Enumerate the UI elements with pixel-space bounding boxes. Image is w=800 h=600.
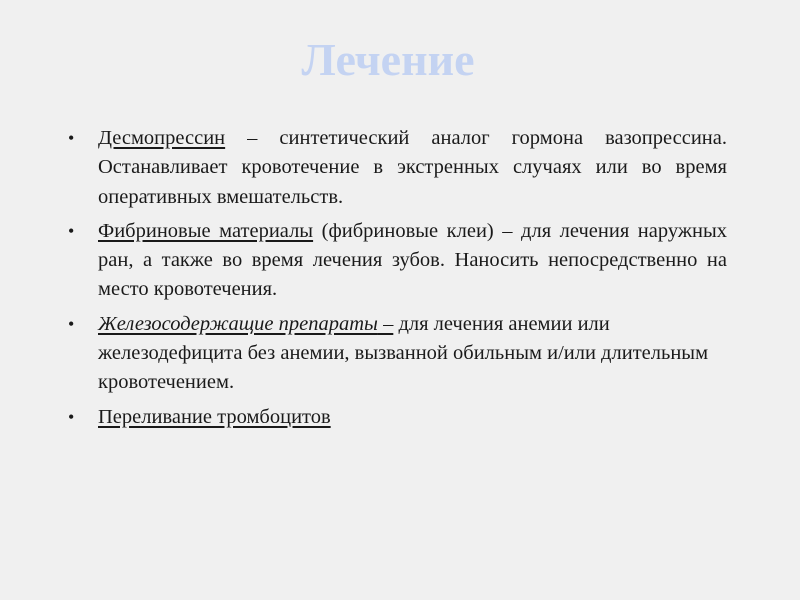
list-item [68,403,727,432]
term-iron-preparations: Железосодержащие препараты [98,312,378,335]
item-text: (фибриновые клеи) – для лечения наружных ран, а также во время лечения зубов. Наносить непосредственно на место кровотечения. [98,219,727,301]
item-dash: – [377,312,394,335]
term-platelet-transfusion: Переливание тромбоцитов [98,405,331,428]
list-item [68,310,727,398]
term-fibrin-materials: Фибриновые материалы [98,219,314,242]
term-desmopressin: Десмопрессин [98,127,226,149]
item-text: для лечения анемии или железодефицита без анемии, вызванной обильным и/или длительным кровотечением. [98,312,709,394]
bullet-list [68,124,727,437]
bullet-icon: • [68,220,75,241]
list-item [68,124,727,212]
bullet-icon: • [68,128,75,148]
item-text: – синтетический аналог гормона вазопрессина. Останавливает кровотечение в экстренных случаях или во время оперативных вмешательств. [98,127,727,208]
bullet-icon: • [68,313,75,334]
bullet-icon: • [68,406,75,427]
slide-title: Лечение [301,34,475,85]
list-item [68,217,727,305]
